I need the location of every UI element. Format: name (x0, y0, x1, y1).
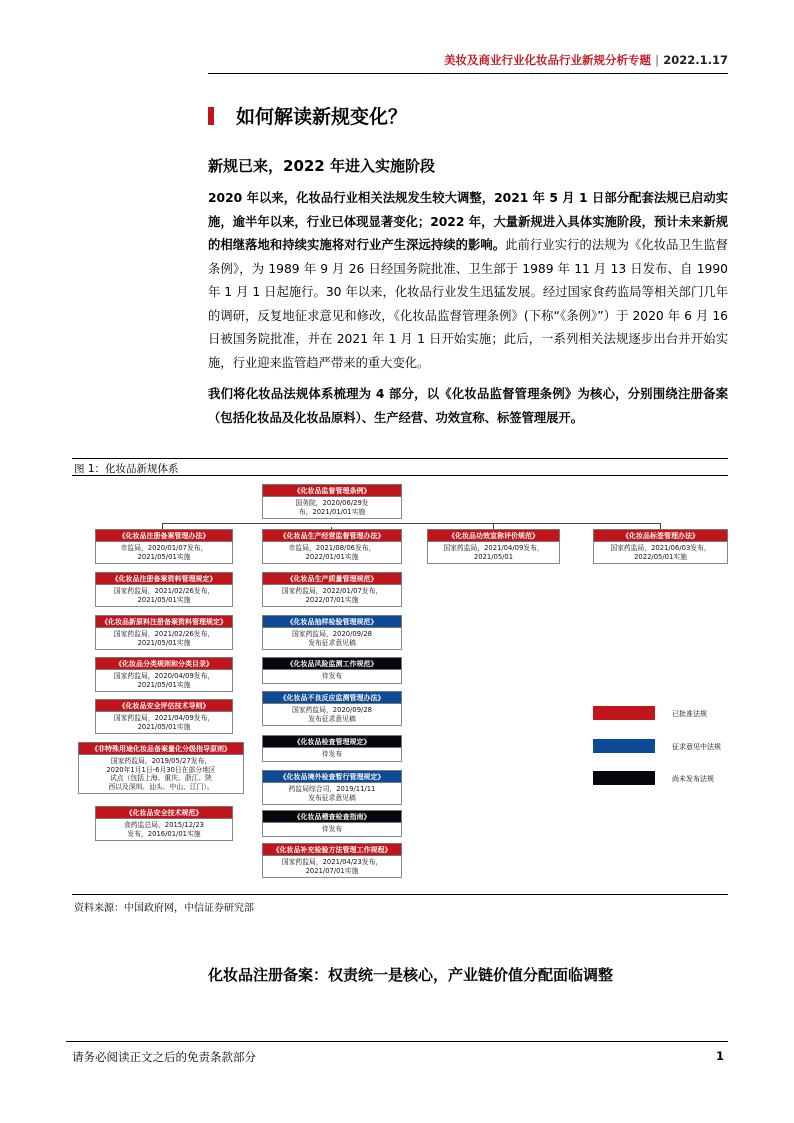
node-mid-6 (262, 770, 402, 805)
subheading-registration: 化妆品注册备案：权责统一是核心，产业链价值分配面临调整 (208, 966, 614, 984)
footer-rule (66, 1041, 728, 1042)
header-title: 美妆及商业行业化妆品行业新规分析专题 (444, 53, 652, 67)
node-title: 《化妆品风险监测工作规范》 (262, 657, 402, 670)
node-left-2 (95, 615, 233, 650)
node-body: 市监局，2021/08/06发布， 2022/01/01实施 (262, 542, 402, 564)
header-separator: | (655, 53, 660, 67)
node-left-6 (95, 806, 233, 841)
connector-branch-bar (162, 523, 661, 524)
page-header (208, 52, 728, 74)
node-body: 食药监总局，2015/12/23 发布，2016/01/01实施 (95, 819, 233, 841)
node-root-title: 《化妆品监督管理条例》 (262, 484, 402, 497)
paragraph-1 (208, 187, 728, 375)
legend-label-approved: 已批准法规 (672, 710, 707, 718)
node-body: 国家药监局，2021/04/23发布， 2021/07/01实施 (262, 856, 402, 878)
node-title: 《化妆品功效宣称评价规范》 (427, 529, 560, 542)
node-body: 国家药监局，2021/02/26发布， 2021/05/01实施 (95, 628, 233, 650)
footer-page-number: 1 (715, 1049, 724, 1063)
node-left-4 (95, 699, 233, 734)
node-body: 国家药监局，2021/02/26发布， 2021/05/01实施 (95, 585, 233, 607)
node-title: 《化妆品安全技术规范》 (95, 806, 233, 819)
node-mid-3 (262, 657, 402, 684)
node-body: 药监局综合司，2019/11/11 发布征求意见稿 (262, 783, 402, 805)
node-branch-registration (95, 529, 233, 564)
node-mid-7 (262, 810, 402, 837)
node-branch-label (593, 529, 728, 564)
node-body: 市监局，2020/01/07发布， 2021/05/01实施 (95, 542, 233, 564)
node-body: 国家药监局，2020/09/28 发布征求意见稿 (262, 628, 402, 650)
node-body: 待发布 (262, 823, 402, 837)
node-title: 《化妆品不良反应监测管理办法》 (262, 691, 402, 704)
node-body: 国家药监局，2021/04/09发布， 2021/05/01 (427, 542, 560, 564)
node-title: 《化妆品抽样检验管理规范》 (262, 615, 402, 628)
subheading-new-rules: 新规已来，2022 年进入实施阶段 (208, 157, 435, 175)
node-root (262, 484, 402, 519)
node-title: 《化妆品生产质量管理规范》 (262, 572, 402, 585)
node-branch-efficacy (427, 529, 560, 564)
section-title: 如何解读新规变化？ (236, 106, 408, 128)
node-mid-4 (262, 691, 402, 726)
node-title: 《非特殊用途化妆品备案量化分级指导原则》 (78, 742, 244, 755)
paragraph-2-bold: 我们将化妆品法规体系梳理为 4 部分，以《化妆品监督管理条例》为核心，分别围绕注册备案（包括化妆品及化妆品原料）、生产经营、功效宣称、标签管理展开。 (208, 387, 728, 425)
figure-bottom-rule (72, 894, 728, 895)
node-title: 《化妆品注册备案资料管理规定》 (95, 572, 233, 585)
node-body: 国家药监局，2020/09/28 发布征求意见稿 (262, 704, 402, 726)
header-date: 2022.1.17 (663, 53, 728, 67)
node-body: 待发布 (262, 670, 402, 684)
legend-swatch-unpublished (593, 771, 655, 785)
legend-swatch-consultation (593, 739, 655, 753)
node-body: 待发布 (262, 748, 402, 762)
paragraph-1-bold: 2020 年以来，化妆品行业相关法规发生较大调整，2021 年 5 月 1 日部分配套法规已启动实施，逾半年以来，行业已体现显著变化；2022 年，大量新规进入具体实施阶段，预计未来新规的相继落地和持续实施将对行业产生深远持续的影响。 (208, 191, 728, 252)
node-title: 《化妆品安全评估技术导则》 (95, 699, 233, 712)
figure-source: 资料来源：中国政府网，中信证券研究部 (74, 903, 254, 914)
footer-disclaimer: 请务必阅读正文之后的免责条款部分 (72, 1050, 256, 1064)
paragraph-1-text: 此前行业实行的法规为《化妆品卫生监督条例》，为 1989 年 9 月 26 日经国务院批准、卫生部于 1989 年 11 月 13 日发布、自 1990 年 1 月 1 日起施行。30 年以来，化妆品行业发生迅猛发展。经过国家食药监局等相关部门几年的调研，反复地征求意见和修改，《化妆品监督管理条例》(下称“《条例》”）于 2020 年 6 月 16 日被国务院批准，并在 2021 年 1 月 1 日开始实施；此后，一系列相关法规逐步出台并开始实施，行业迎来监管趋严带来的重大变化。 (208, 238, 728, 370)
node-body: 国家药监局，2020/04/09发布， 2021/05/01实施 (95, 670, 233, 692)
node-mid-1 (262, 572, 402, 607)
node-title: 《化妆品稽查检查指南》 (262, 810, 402, 823)
node-mid-8 (262, 843, 402, 878)
node-body: 国家药监局，2021/04/09发布， 2021/05/01实施 (95, 712, 233, 734)
node-root-body: 国务院，2020/06/29发 布，2021/01/01实施 (262, 497, 402, 519)
node-left-5 (78, 742, 244, 794)
node-title: 《化妆品新原料注册备案资料管理规定》 (95, 615, 233, 628)
node-body: 国家药监局，2022/01/07发布， 2022/07/01实施 (262, 585, 402, 607)
node-body: 国家药监局，2019/05/27发布， 2020年1月1日-6月30日在部分地区 试点（包括上海、重庆、浙江、陕 西以及深圳、汕头、中山、江门）。 (78, 755, 244, 794)
node-title: 《化妆品生产经营监督管理办法》 (262, 529, 402, 542)
legend-label-consultation: 征求意见中法规 (672, 743, 721, 751)
section-marker (208, 107, 214, 125)
legend-label-unpublished: 尚未发布法规 (672, 775, 714, 783)
node-title: 《化妆品补充检验方法管理工作规程》 (262, 843, 402, 856)
node-mid-2 (262, 615, 402, 650)
figure-title-rule (72, 475, 728, 476)
figure-title: 图 1：化妆品新规体系 (74, 463, 179, 475)
node-body: 国家药监局，2021/06/03发布， 2022/05/01实施 (593, 542, 728, 564)
node-left-3 (95, 657, 233, 692)
node-title: 《化妆品注册备案管理办法》 (95, 529, 233, 542)
node-title: 《化妆品检查管理规定》 (262, 735, 402, 748)
node-title: 《化妆品分类规则和分类目录》 (95, 657, 233, 670)
paragraph-2 (208, 383, 728, 430)
node-branch-production (262, 529, 402, 564)
node-title: 《化妆品境外检查暂行管理规定》 (262, 770, 402, 783)
node-title: 《化妆品标签管理办法》 (593, 529, 728, 542)
figure-top-rule (72, 458, 728, 459)
node-left-1 (95, 572, 233, 607)
legend-swatch-approved (593, 706, 655, 720)
node-mid-5 (262, 735, 402, 762)
header-rule (208, 73, 728, 74)
